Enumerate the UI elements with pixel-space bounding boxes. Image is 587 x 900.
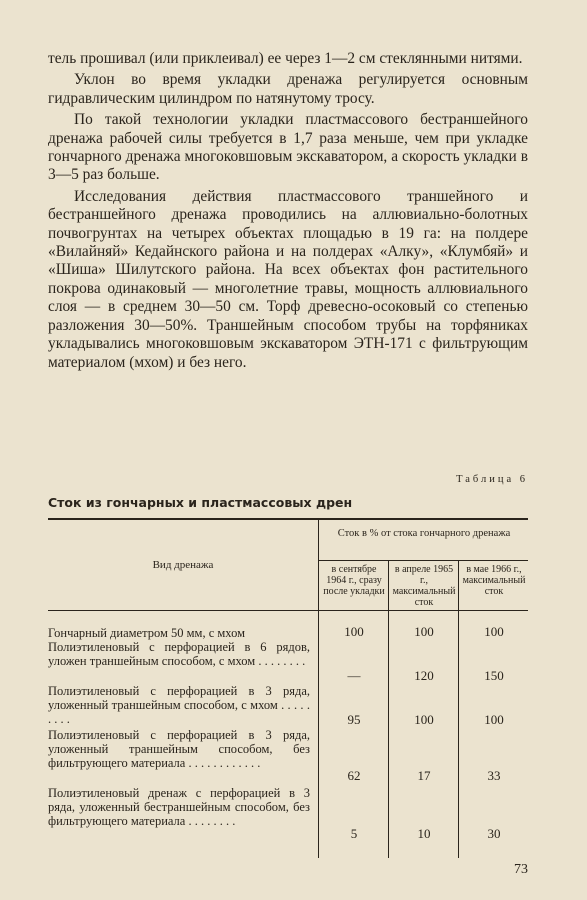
table-cell: 33 xyxy=(487,768,501,783)
data-table xyxy=(48,518,528,858)
table-cell: 30 xyxy=(487,826,501,841)
vertical-rule-2 xyxy=(388,560,389,858)
table-cell: 100 xyxy=(484,624,504,639)
table-cell: 100 xyxy=(414,712,434,727)
paragraph-3: По такой технологии укладки пластмассового бестраншейного дренажа рабочей силы требуется в 1,7 раза меньше, чем при укладке гончарного дренажа многоковшовым экскаватором, а скорость укладки в 3—5 раз больше. xyxy=(48,111,528,184)
vertical-rule-3 xyxy=(458,560,459,858)
header-col-sep-1964: в сентябре 1964 г., сразу после укладки xyxy=(323,564,385,597)
header-flow-group: Сток в % от стока гончарного дренажа xyxy=(337,528,511,539)
header-bottom-rule xyxy=(48,610,528,611)
table-row-label: Полиэтиленовый с перфорацией в 6 рядов, уложен траншейным способом, с мхом . . . . . . . . xyxy=(48,640,310,668)
page-number: 73 xyxy=(514,862,528,877)
paragraph-2: Уклон во время укладки дренажа регулируется основным гидравлическим цилиндром по натянутому тросу. xyxy=(48,71,528,107)
table-row-label: Полиэтиленовый дренаж с перфорацией в 3 ряда, уложенный бестраншейным способом, без фильтрующего материала . . . . . . . . xyxy=(48,786,310,828)
vertical-rule-1 xyxy=(318,520,319,858)
table-row-label: Полиэтиленовый с перфорацией в 3 ряда, уложенный траншейным способом, с мхом . . . . . . . . . xyxy=(48,684,310,726)
table-label: Таблица 6 xyxy=(456,474,528,485)
table-title: Сток из гончарных и пластмассовых дрен xyxy=(48,495,353,510)
table-cell: 150 xyxy=(484,668,504,683)
table-cell: 5 xyxy=(350,826,358,841)
group-header-rule xyxy=(318,560,528,561)
paragraph-4: Исследования действия пластмассового траншейного и бестраншейного дренажа проводились на аллювиально-болотных почвогрунтах на четырех объектах площадью в 19 га: на полдере «Вилайняй» Кедайнского района и на полдерах «Алку», «Клумбяй» и «Шиша» Шилутского района. На всех объектах фон растительного покрова одинаковый — многолетние травы, мощность аллювиального слоя — в среднем 30—50 см. Торф древесно-осоковый со степенью разложения 30—50%. Траншейным способом трубы на торфяниках укладывались многоковшовым экскаватором ЭТН-171 с фильтрующим материалом (мхом) и без него. xyxy=(48,187,528,371)
table-cell: 17 xyxy=(417,768,431,783)
header-drain-type: Вид дренажа xyxy=(152,559,214,571)
header-col-may-1966: в мае 1966 г., максимальный сток xyxy=(462,564,526,597)
table-cell: 10 xyxy=(417,826,431,841)
table-cell: 100 xyxy=(484,712,504,727)
table-cell: 95 xyxy=(347,712,361,727)
table-row-label: Гончарный диаметром 50 мм, с мхом xyxy=(48,626,245,640)
paragraph-1: тель прошивал (или приклеивал) ее через 1—2 см стеклянными нитями. xyxy=(48,50,523,67)
body-text xyxy=(48,50,528,372)
table-cell: 100 xyxy=(344,624,364,639)
table-cell: 120 xyxy=(414,668,434,683)
table-row-label: Полиэтиленовый с перфорацией в 3 ряда, уложенный траншейным способом, без фильтрующего материала . . . . . . . . . . . . xyxy=(48,728,310,770)
header-col-apr-1965: в апреле 1965 г., максимальный сток xyxy=(392,564,456,608)
table-cell: 62 xyxy=(347,768,361,783)
table-cell: 100 xyxy=(414,624,434,639)
table-top-rule xyxy=(48,518,528,520)
table-cell: — xyxy=(347,668,361,683)
